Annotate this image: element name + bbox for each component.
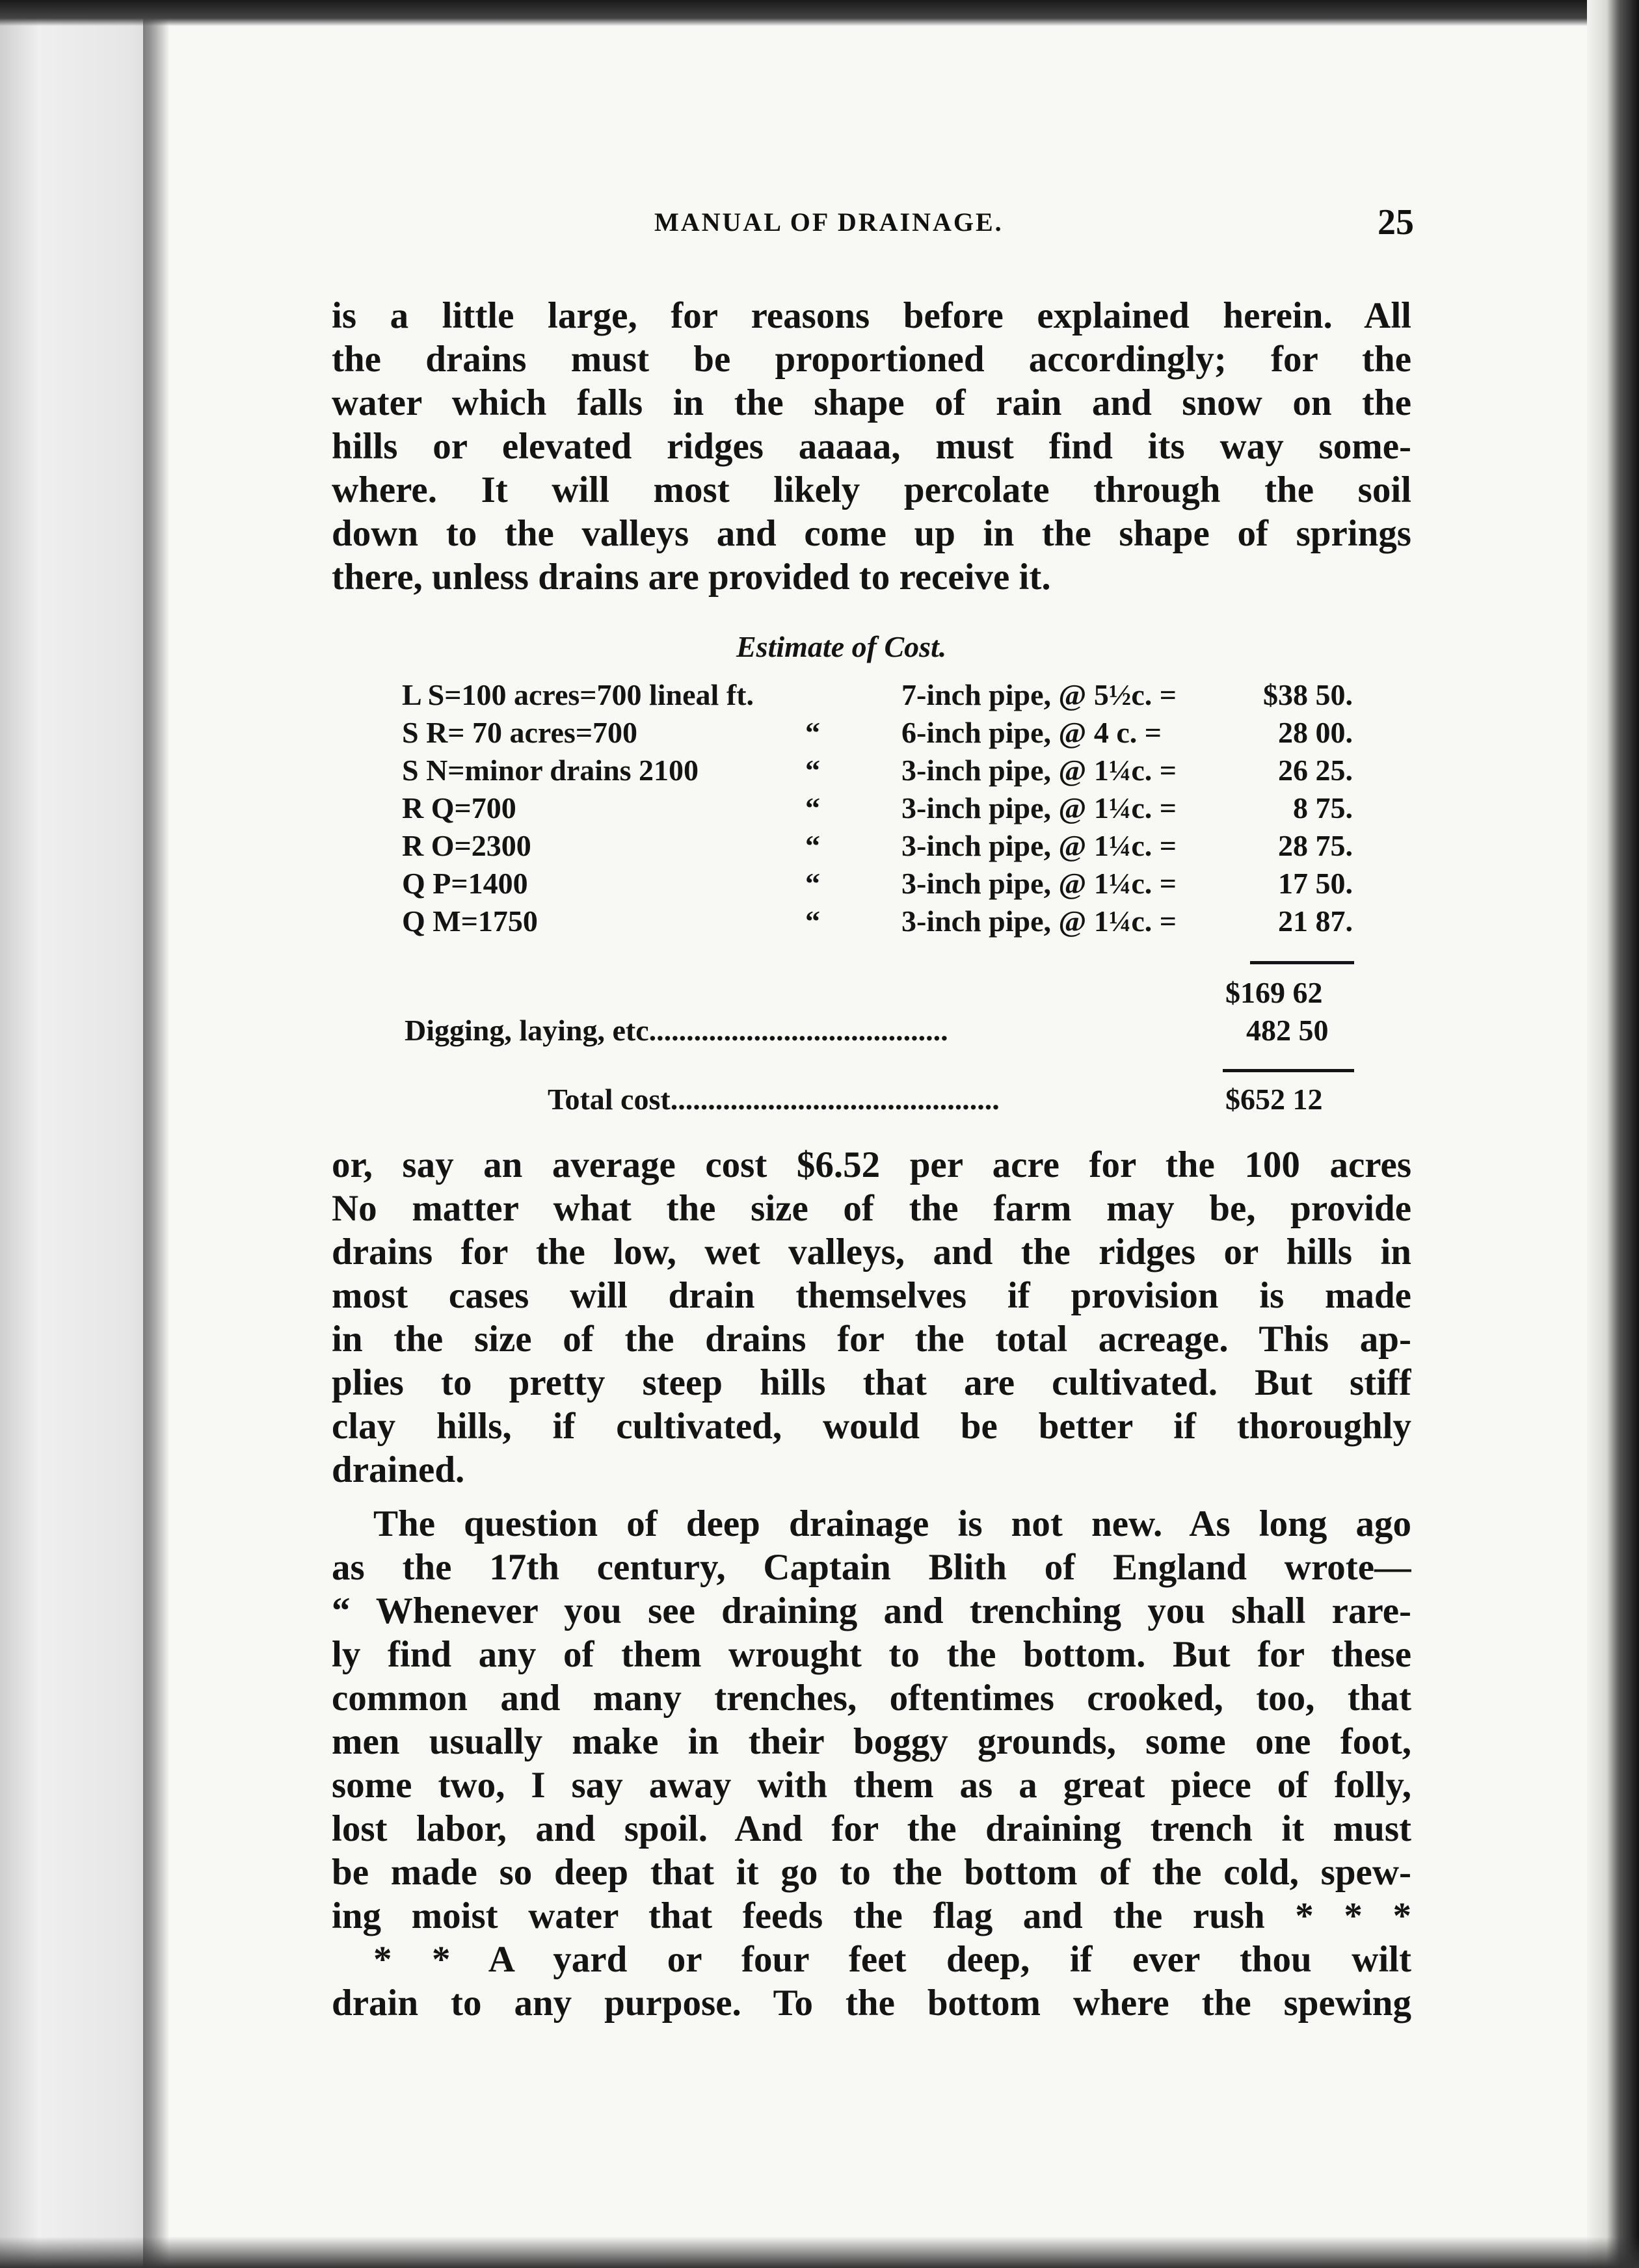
text-line: in the size of the drains for the total acreage. This ap- bbox=[332, 1319, 1411, 1360]
text-line: No matter what the size of the farm may be, provide bbox=[332, 1188, 1411, 1229]
text-line: as the 17th century, Captain Blith of England wrote— bbox=[332, 1547, 1411, 1588]
cost-row bbox=[402, 865, 1358, 903]
cost-amount: 21 87. bbox=[1278, 904, 1353, 938]
ditto-mark: “ bbox=[805, 754, 820, 787]
cost-row bbox=[402, 752, 1358, 789]
text-line: lost labor, and spoil. And for the draining trench it must bbox=[332, 1808, 1411, 1849]
text-line: The question of deep drainage is not new. As long ago bbox=[373, 1503, 1411, 1544]
cost-amount: 28 00. bbox=[1278, 716, 1353, 749]
cost-item: R Q=700 bbox=[402, 791, 516, 824]
cost-table bbox=[402, 676, 1358, 940]
ditto-mark: “ bbox=[805, 716, 820, 749]
total-label: Total cost............................................ bbox=[548, 1083, 1000, 1116]
total-amount: $652 12 bbox=[1225, 1083, 1323, 1116]
paragraph-3 bbox=[332, 1502, 1411, 2025]
scan-bottom-edge bbox=[0, 2237, 1639, 2268]
text-line: down to the valleys and come up in the shape of springs bbox=[332, 513, 1411, 554]
cost-item: L S=100 acres=700 lineal ft. bbox=[402, 678, 754, 711]
cost-row bbox=[402, 789, 1358, 827]
text-line: or, say an average cost $6.52 per acre for the 100 acres bbox=[332, 1144, 1411, 1185]
cost-row bbox=[402, 827, 1358, 865]
cost-amount: 28 75. bbox=[1278, 829, 1353, 862]
pipe-spec: 3-inch pipe, @ 1¼c. = bbox=[901, 867, 1177, 900]
digging-amount: 482 50 bbox=[1246, 1014, 1329, 1047]
text-line: ly find any of them wrought to the bottom. But for these bbox=[332, 1634, 1411, 1675]
cost-amount: $38 50. bbox=[1263, 678, 1353, 711]
cost-item: Q M=1750 bbox=[402, 904, 538, 938]
paragraph-2 bbox=[332, 1143, 1411, 1492]
text-line: * * A yard or four feet deep, if ever thou wilt bbox=[373, 1939, 1411, 1980]
text-line: be made so deep that it go to the bottom of the cold, spew- bbox=[332, 1852, 1411, 1893]
running-head: MANUAL OF DRAINAGE. bbox=[654, 207, 1004, 237]
cost-row bbox=[402, 676, 1358, 714]
pipe-spec: 3-inch pipe, @ 1¼c. = bbox=[901, 904, 1177, 938]
cost-row bbox=[402, 714, 1358, 752]
pipe-spec: 3-inch pipe, @ 1¼c. = bbox=[901, 791, 1177, 824]
text-line: “ Whenever you see draining and trenching you shall rare- bbox=[332, 1590, 1411, 1631]
scan-right-edge bbox=[1587, 0, 1639, 2268]
cost-item: Q P=1400 bbox=[402, 867, 528, 900]
digging-label: Digging, laying, etc........................................ bbox=[405, 1014, 948, 1047]
subtotal-rule bbox=[1250, 961, 1354, 964]
ditto-mark: “ bbox=[805, 829, 820, 862]
text-line: men usually make in their boggy grounds, some one foot, bbox=[332, 1721, 1411, 1762]
text-line: clay hills, if cultivated, would be better if thoroughly bbox=[332, 1406, 1411, 1447]
text-line: common and many trenches, oftentimes crooked, too, that bbox=[332, 1678, 1411, 1719]
text-line: drains for the low, wet valleys, and the ridges or hills in bbox=[332, 1232, 1411, 1272]
cost-item: S R= 70 acres=700 bbox=[402, 716, 638, 749]
text-line: water which falls in the shape of rain and snow on the bbox=[332, 382, 1411, 423]
cost-amount: 17 50. bbox=[1278, 867, 1353, 900]
text-line: drain to any purpose. To the bottom where the spewing bbox=[332, 1983, 1411, 2024]
ditto-mark: “ bbox=[805, 904, 820, 938]
text-line: the drains must be proportioned accordingly; for the bbox=[332, 339, 1411, 380]
text-line: there, unless drains are provided to receive it. bbox=[332, 557, 1051, 598]
pipe-spec: 3-inch pipe, @ 1¼c. = bbox=[901, 754, 1177, 787]
cost-amount: 8 75. bbox=[1293, 791, 1353, 824]
ditto-mark: “ bbox=[805, 867, 820, 900]
pipe-spec: 7-inch pipe, @ 5½c. = bbox=[901, 678, 1177, 711]
text-line: ing moist water that feeds the flag and the rush * * * bbox=[332, 1895, 1411, 1936]
cost-amount: 26 25. bbox=[1278, 754, 1353, 787]
subtotal-amount: $169 62 bbox=[1225, 976, 1323, 1009]
cost-item: S N=minor drains 2100 bbox=[402, 754, 699, 787]
cost-item: R O=2300 bbox=[402, 829, 531, 862]
estimate-title: Estimate of Cost. bbox=[736, 630, 947, 663]
text-line: where. It will most likely percolate through the soil bbox=[332, 469, 1411, 510]
text-line: hills or elevated ridges aaaaa, must find its way some- bbox=[332, 426, 1411, 467]
pipe-spec: 6-inch pipe, @ 4 c. = bbox=[901, 716, 1162, 749]
page-number: 25 bbox=[1378, 202, 1414, 243]
text-line: is a little large, for reasons before explained herein. All bbox=[332, 295, 1411, 336]
text-line: some two, I say away with them as a great piece of folly, bbox=[332, 1765, 1411, 1806]
text-line: most cases will drain themselves if provision is made bbox=[332, 1275, 1411, 1316]
text-line: drained. bbox=[332, 1449, 465, 1490]
cost-row bbox=[402, 903, 1358, 940]
pipe-spec: 3-inch pipe, @ 1¼c. = bbox=[901, 829, 1177, 862]
ditto-mark: “ bbox=[805, 791, 820, 824]
text-line: plies to pretty steep hills that are cultivated. But stiff bbox=[332, 1362, 1411, 1403]
total-rule bbox=[1223, 1069, 1354, 1072]
paragraph-1 bbox=[332, 294, 1411, 599]
scan-top-edge bbox=[0, 0, 1639, 26]
gutter-shadow bbox=[143, 0, 169, 2268]
